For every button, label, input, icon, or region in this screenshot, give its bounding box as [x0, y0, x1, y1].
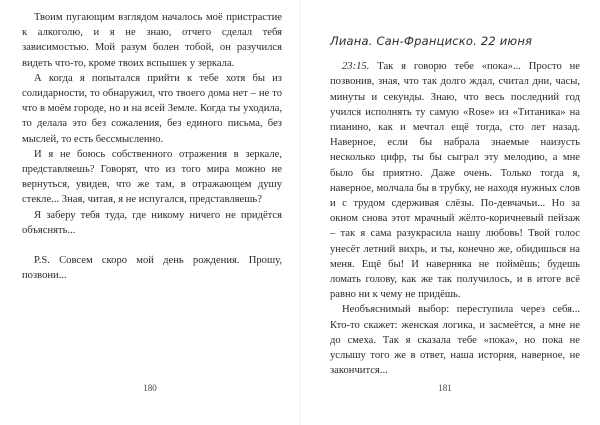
left-page-text	[22, 10, 282, 283]
page-number-left: 180	[143, 383, 157, 393]
paragraph: А когда я попытался прийти к тебе хотя бы из солидарности, то обнаружил, что твоего дома нет – не то что в моём городе, но и на всей Земле. Когда ты уходила, то делала это без сожаления, без единого письма, без мыслей, то есть бессмысленно.	[22, 72, 282, 145]
postscript: P.S. Совсем скоро мой день рождения. Прошу, позвони...	[22, 255, 282, 282]
page-number-right: 181	[438, 383, 452, 393]
paragraph: Твоим пугающим взглядом началось моё пристрастие к алкоголю, и я не знаю, отчего сделал тебя зависимостью. Мой разум болен тобой, он разучился видеть что-то, кроме твоих вспышек у зеркала.	[22, 12, 282, 69]
paragraph: Необъяснимый выбор: переступила через себя... Кто-то скажет: женская логика, и засмеётся, а мне не до смеха. Так я сказала тебе «пока», но пока не услышу того же в ответ, наша история, наверное, не закончится...	[330, 304, 580, 377]
paragraph	[330, 59, 580, 302]
right-page	[300, 0, 600, 425]
paragraph: Я заберу тебя туда, где никому ничего не придётся объяснять...	[22, 209, 282, 236]
chapter-heading: Лиана. Сан-Франциско. 22 июня	[330, 34, 533, 48]
entry-time: 23:15.	[342, 61, 370, 73]
paragraph-text: Так я говорю тебе «пока»... Просто не позвонив, зная, что так долго ждал, считал дни, часы, минуты и секунды. Знаю, что весь последний год учился исполнять ту самую «Rose» из «Титаника» на пианино, как и мечтал ещё тогда, сто лет назад. Наверное, если бы набрала знаемые наизусть несколько цифр, ты бы сыграл эту мелодию, а мне было бы приятно. Даже очень. Только тогда я, наверное, молчала бы в трубку, не находя нужных слов и с трудом сдерживая слёзы. По-девчачьи... Но за окном снова этот мрачный жёлто-коричневый пейзаж – так я сама разукрасила нашу любовь! Твой голос унесёт летний вихрь, и ты, конечно же, обидишься на меня. Ещё бы! И наверняка не поймёшь; будешь ломать голову, как же так получилось, и в итоге всё равно ни к чему не придёшь.	[330, 61, 580, 301]
paragraph: И я не боюсь собственного отражения в зеркале, представляешь? Говорят, что из того мира можно не вернуться, увидев, что же там, в отражающем душу стекле... Зная, читая, я не испугался, представляешь?	[22, 148, 282, 206]
right-page-text	[330, 10, 580, 378]
